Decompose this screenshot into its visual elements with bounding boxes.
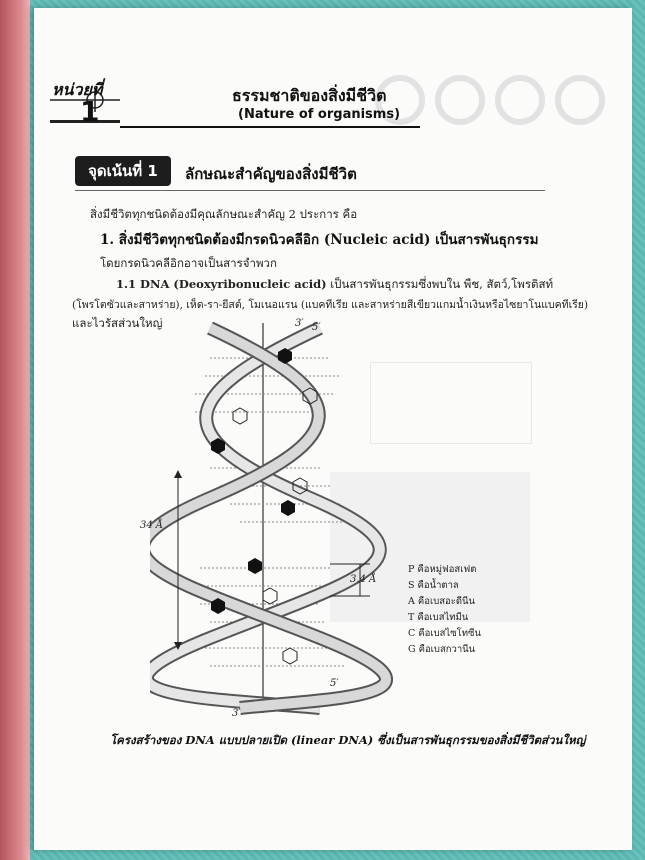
legend-cytosine: C คือเบสไซโทซีน bbox=[408, 628, 481, 639]
dna-line-1-rest: เป็นสารพันธุกรรมซึ่งพบใน พืช, สัตว์,โพรติสท์ bbox=[330, 277, 554, 291]
intro-paragraph: สิ่งมีชีวิตทุกชนิดต้องมีคุณลักษณะสำคัญ 2 ประการ คือ bbox=[90, 207, 358, 221]
label-top-5prime: 5′ bbox=[312, 322, 321, 333]
label-bottom-3prime: 3′ bbox=[232, 708, 241, 719]
chapter-subtitle: (Nature of organisms) bbox=[238, 107, 401, 122]
unit-number: 1 bbox=[80, 95, 100, 128]
unit-label: หน่วยที่ bbox=[52, 80, 103, 99]
chapter-rule bbox=[120, 126, 420, 128]
legend-phosphate: P คือหมู่ฟอสเฟต bbox=[408, 564, 477, 575]
dna-line-2: (โพรโตซัวและสาหร่าย), เห็ด-รา-ยีสต์, โมเนอแรน (แบคทีเรีย และสาหร่ายสีเขียวแกมน้ำเงินหรือไซยาโนแบคทีเรีย) bbox=[72, 299, 589, 311]
rise-label: 3.4 Å bbox=[350, 574, 377, 585]
book-spine bbox=[0, 0, 30, 860]
chapter-title: ธรรมชาติของสิ่งมีชีวิต bbox=[232, 86, 387, 105]
figure-caption: โครงสร้างของ DNA แบบปลายเปิด (linear DNA) ซึ่งเป็นสารพันธุกรรมของสิ่งมีชีวิตส่วนใหญ่ bbox=[110, 733, 586, 747]
focus-title: ลักษณะสำคัญของสิ่งมีชีวิต bbox=[185, 165, 357, 183]
focus-rule bbox=[75, 190, 545, 191]
legend-adenine: A คือเบสอะดีนีน bbox=[408, 596, 475, 607]
pitch-dimension-line bbox=[168, 470, 188, 650]
dna-line-3: และไวรัสส่วนใหญ่ bbox=[72, 316, 163, 330]
sub-intro: โดยกรดนิวคลีอิกอาจเป็นสารจำพวก bbox=[100, 256, 277, 270]
focus-badge: จุดเน้นที่ 1 bbox=[75, 156, 171, 186]
legend-sugar: S คือน้ำตาล bbox=[408, 580, 459, 591]
dna-helix-diagram bbox=[150, 318, 410, 718]
label-bottom-5prime: 5′ bbox=[330, 678, 339, 689]
dna-term: 1.1 DNA (Deoxyribonucleic acid) bbox=[116, 277, 327, 291]
pitch-label: 34 Å bbox=[140, 520, 164, 531]
legend-guanine: G คือเบสกวานีน bbox=[408, 644, 476, 655]
legend-thymine: T คือเบสไทมีน bbox=[408, 612, 469, 623]
section-heading-1: 1. สิ่งมีชีวิตทุกชนิดต้องมีกรดนิวคลีอิก (Nucleic acid) เป็นสารพันธุกรรม bbox=[100, 232, 539, 248]
label-top-3prime: 3′ bbox=[295, 318, 304, 329]
dna-line-1 bbox=[116, 276, 553, 294]
